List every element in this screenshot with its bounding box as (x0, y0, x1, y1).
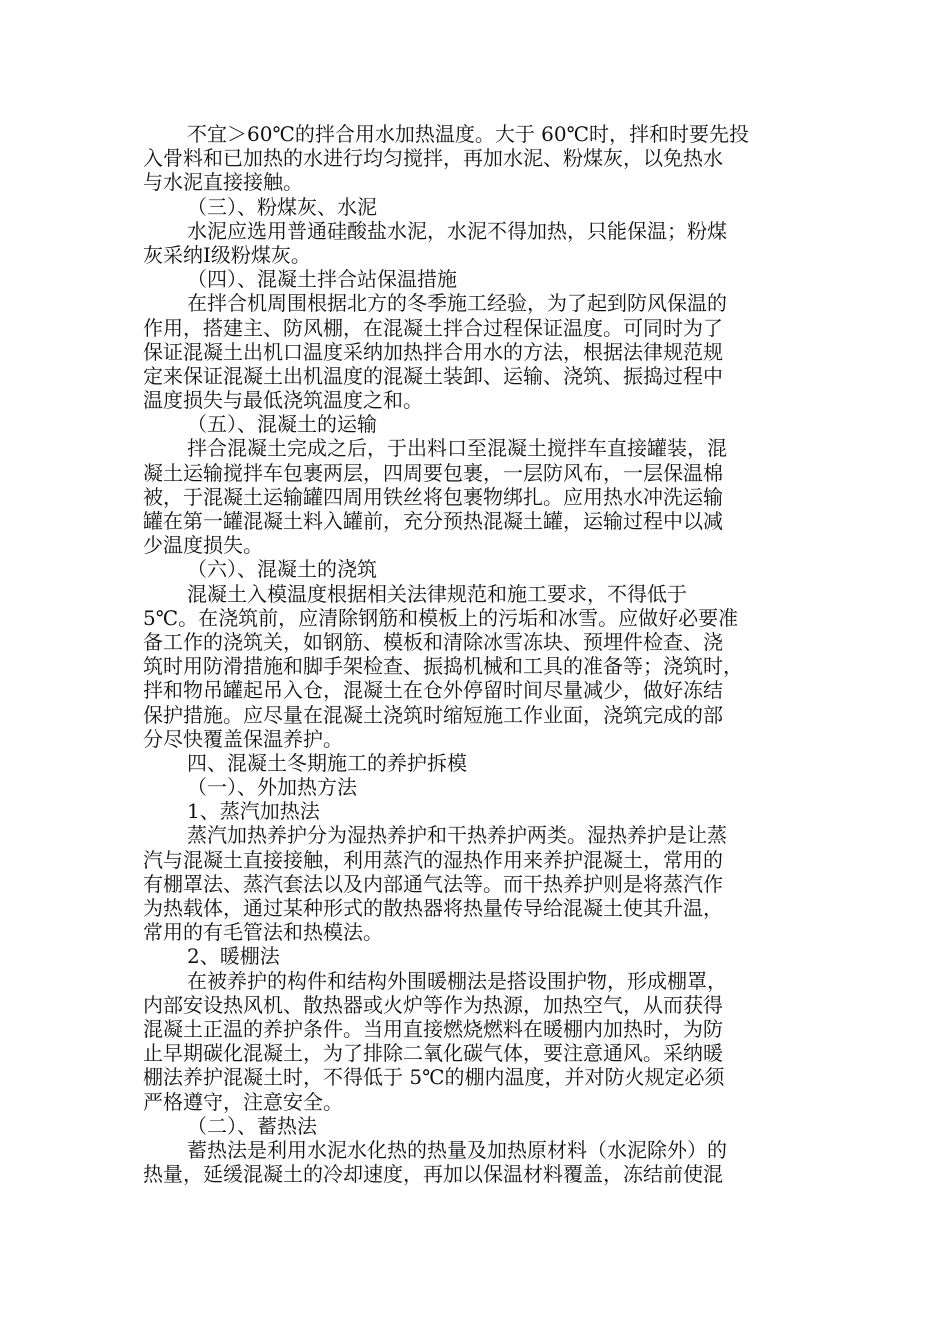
text-line: 备工作的浇筑关，如钢筋、模板和清除冰雪冻块、预埋件检查、浇 (143, 629, 723, 654)
text-line: （二）、蓄热法 (187, 1113, 317, 1138)
text-line: 筑时用防滑措施和脚手架检查、振捣机械和工具的准备等；浇筑时， (143, 654, 743, 679)
text-line: （四）、混凝土拌合站保温措施 (187, 267, 457, 292)
text-line: 5℃。在浇筑前，应清除钢筋和模板上的污垢和冰雪。应做好必要准 (143, 605, 739, 630)
text-line: 定来保证混凝土出机温度的混凝土装卸、运输、浇筑、振捣过程中 (143, 363, 723, 388)
text-line: 热量，延缓混凝土的冷却速度，再加以保温材料覆盖，冻结前使混 (143, 1162, 723, 1187)
text-line: 拌和物吊罐起吊入仓，混凝土在仓外停留时间尽量减少，做好冻结 (143, 678, 723, 703)
text-line: （五）、混凝土的运输 (187, 412, 377, 437)
text-line: 温度损失与最低浇筑温度之和。 (143, 388, 423, 413)
text-line: 蓄热法是利用水泥水化热的热量及加热原材料（水泥除外）的 (187, 1137, 727, 1162)
text-line: 凝土运输搅拌车包裹两层，四周要包裹，一层防风布，一层保温棉 (143, 460, 723, 485)
text-line: 罐在第一罐混凝土料入罐前，充分预热混凝土罐，运输过程中以减 (143, 509, 723, 533)
text-line: 被，于混凝土运输罐四周用铁丝将包裹物绑扎。应用热水冲洗运输 (143, 484, 723, 509)
text-line: （六）、混凝土的浇筑 (187, 557, 377, 582)
text-line: （三）、粉煤灰、水泥 (187, 194, 377, 219)
text-line: 四、混凝土冬期施工的养护拆模 (187, 750, 467, 775)
text-line: 分尽快覆盖保温养护。 (143, 726, 343, 751)
text-line: 入骨料和已加热的水进行均匀搅拌，再加水泥、粉煤灰，以免热水 (143, 146, 723, 171)
text-line: 汽与混凝土直接接触，利用蒸汽的湿热作用来养护混凝土，常用的 (143, 847, 723, 872)
text-line: 拌合混凝土完成之后，于出料口至混凝土搅拌车直接罐装，混 (187, 436, 727, 461)
text-line: 保护措施。应尽量在混凝土浇筑时缩短施工作业面，浇筑完成的部 (143, 702, 723, 727)
text-line: 有棚罩法、蒸汽套法以及内部通气法等。而干热养护则是将蒸汽作 (143, 871, 723, 896)
text-line: 棚法养护混凝土时，不得低于 5℃的棚内温度，并对防火规定必须 (143, 1065, 725, 1090)
text-line: 常用的有毛管法和热模法。 (143, 920, 383, 945)
text-line: 1、蒸汽加热法 (187, 799, 320, 824)
text-line: 在拌合机周围根据北方的冬季施工经验，为了起到防风保温的 (187, 291, 727, 316)
text-line: 在被养护的构件和结构外围暖棚法是搭设围护物，形成棚罩， (187, 968, 727, 993)
text-line: 混凝土入模温度根据相关法律规范和施工要求，不得低于 (187, 581, 687, 606)
text-line: 少温度损失。 (143, 533, 263, 558)
text-line: 内部安设热风机、散热器或火炉等作为热源，加热空气，从而获得 (143, 992, 723, 1017)
text-line: 与水泥直接接触。 (143, 170, 303, 195)
text-line: 严格遵守，注意安全。 (143, 1089, 343, 1114)
text-line: 作用，搭建主、防风棚，在混凝土拌合过程保证温度。可同时为了 (143, 315, 723, 340)
text-line: 混凝土正温的养护条件。当用直接燃烧燃料在暖棚内加热时，为防 (143, 1016, 723, 1041)
text-line: 蒸汽加热养护分为湿热养护和干热养护两类。湿热养护是让蒸 (187, 823, 727, 848)
text-line: 为热载体，通过某种形式的散热器将热量传导给混凝土使其升温， (143, 896, 723, 920)
document-body (143, 122, 808, 1186)
text-line: 不宜＞60℃的拌合用水加热温度。大于 60℃时，拌和时要先投 (187, 122, 750, 146)
text-line: 水泥应选用普通硅酸盐水泥，水泥不得加热，只能保温；粉煤 (187, 218, 727, 243)
text-line: 止早期碳化混凝土，为了排除二氧化碳气体，要注意通风。采纳暖 (143, 1041, 723, 1066)
text-line: 保证混凝土出机口温度采纳加热拌合用水的方法，根据法律规范规 (143, 339, 723, 364)
text-line: 2、暖棚法 (187, 944, 280, 969)
text-line: （一）、外加热方法 (187, 775, 357, 800)
text-line: 灰采纳Ⅰ级粉煤灰。 (143, 242, 311, 267)
